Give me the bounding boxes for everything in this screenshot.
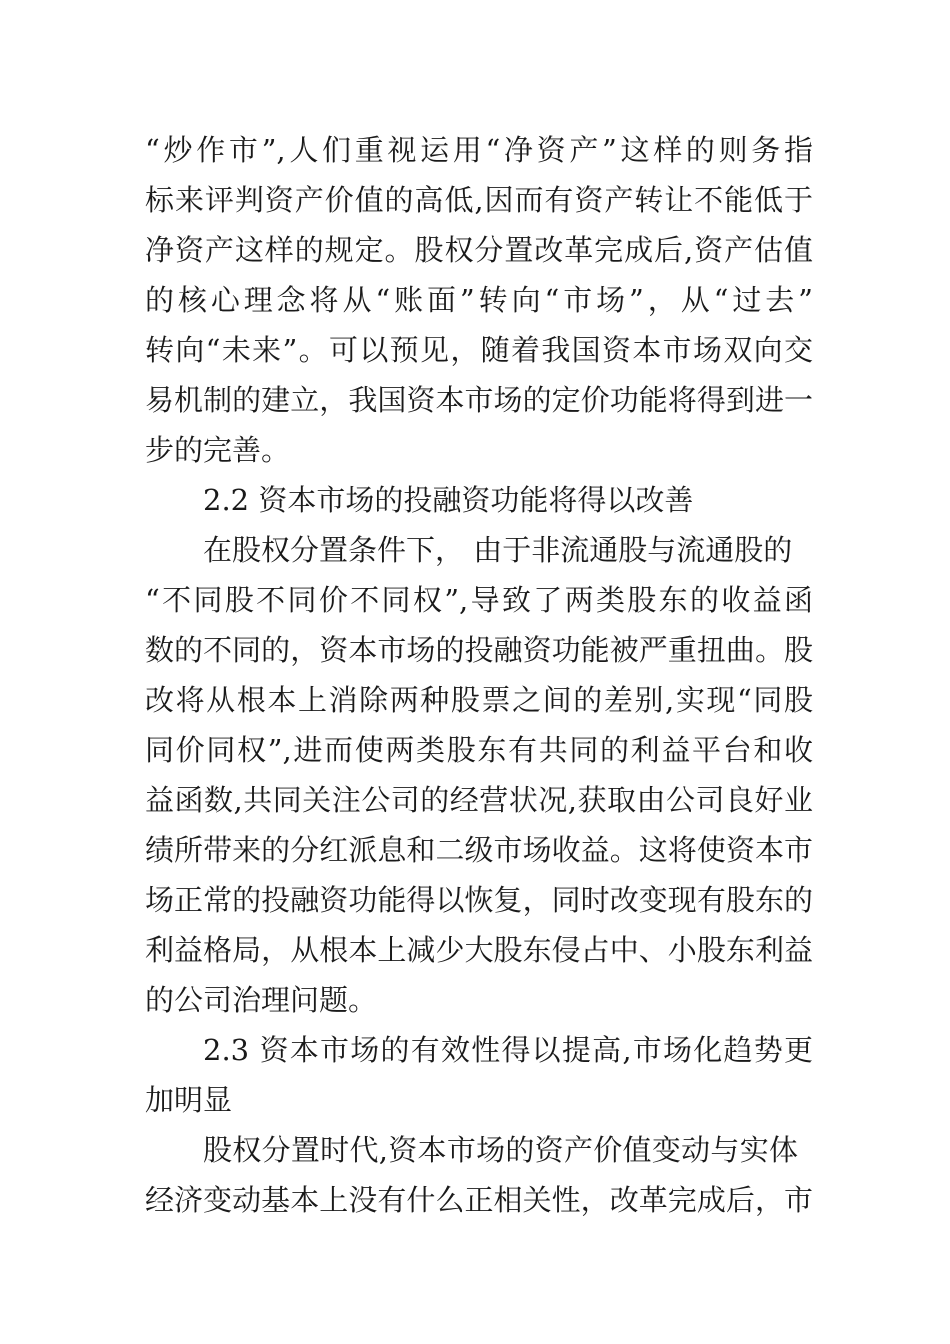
text-line: 绩所带来的分红派息和二级市场收益。这将使资本市 — [145, 833, 813, 867]
text-line: “炒作市”,人们重视运用“净资产”这样的则务指 — [145, 133, 813, 167]
section-heading-2-3-cont: 加明显 — [145, 1083, 233, 1117]
section-heading-2-3: 2.3 资本市场的有效性得以提高,市场化趋势更 — [203, 1033, 813, 1067]
text-line: 的公司治理问题。 — [145, 983, 378, 1017]
text-line: 场正常的投融资功能得以恢复，同时改变现有股东的 — [145, 883, 813, 917]
text-line: 的核心理念将从“账面”转向“市场”，从“过去” — [145, 283, 813, 317]
text-line: 在股权分置条件下， 由于非流通股与流通股的 — [203, 533, 793, 567]
text-line: 标来评判资产价值的高低,因而有资产转让不能低于 — [145, 183, 813, 217]
text-line: 股权分置时代,资本市场的资产价值变动与实体 — [203, 1133, 798, 1167]
text-line: 数的不同的，资本市场的投融资功能被严重扭曲。股 — [145, 633, 813, 667]
text-line: 同价同权”,进而使两类股东有共同的利益平台和收 — [145, 733, 813, 767]
text-line: 利益格局，从根本上减少大股东侵占中、小股东利益 — [145, 933, 813, 967]
text-line: 改将从根本上消除两种股票之间的差别,实现“同股 — [145, 683, 813, 717]
section-heading-2-2: 2.2 资本市场的投融资功能将得以改善 — [203, 483, 694, 517]
text-line: 转向“未来”。可以预见，随着我国资本市场双向交 — [145, 333, 813, 367]
text-line: “不同股不同价不同权”,导致了两类股东的收益函 — [145, 583, 813, 617]
text-line: 经济变动基本上没有什么正相关性，改革完成后，市 — [145, 1183, 813, 1217]
text-line: 益函数,共同关注公司的经营状况,获取由公司良好业 — [145, 783, 813, 817]
text-line: 易机制的建立，我国资本市场的定价功能将得到进一 — [145, 383, 813, 417]
text-line: 净资产这样的规定。股权分置改革完成后,资产估值 — [145, 233, 813, 267]
text-line: 步的完善。 — [145, 433, 291, 467]
